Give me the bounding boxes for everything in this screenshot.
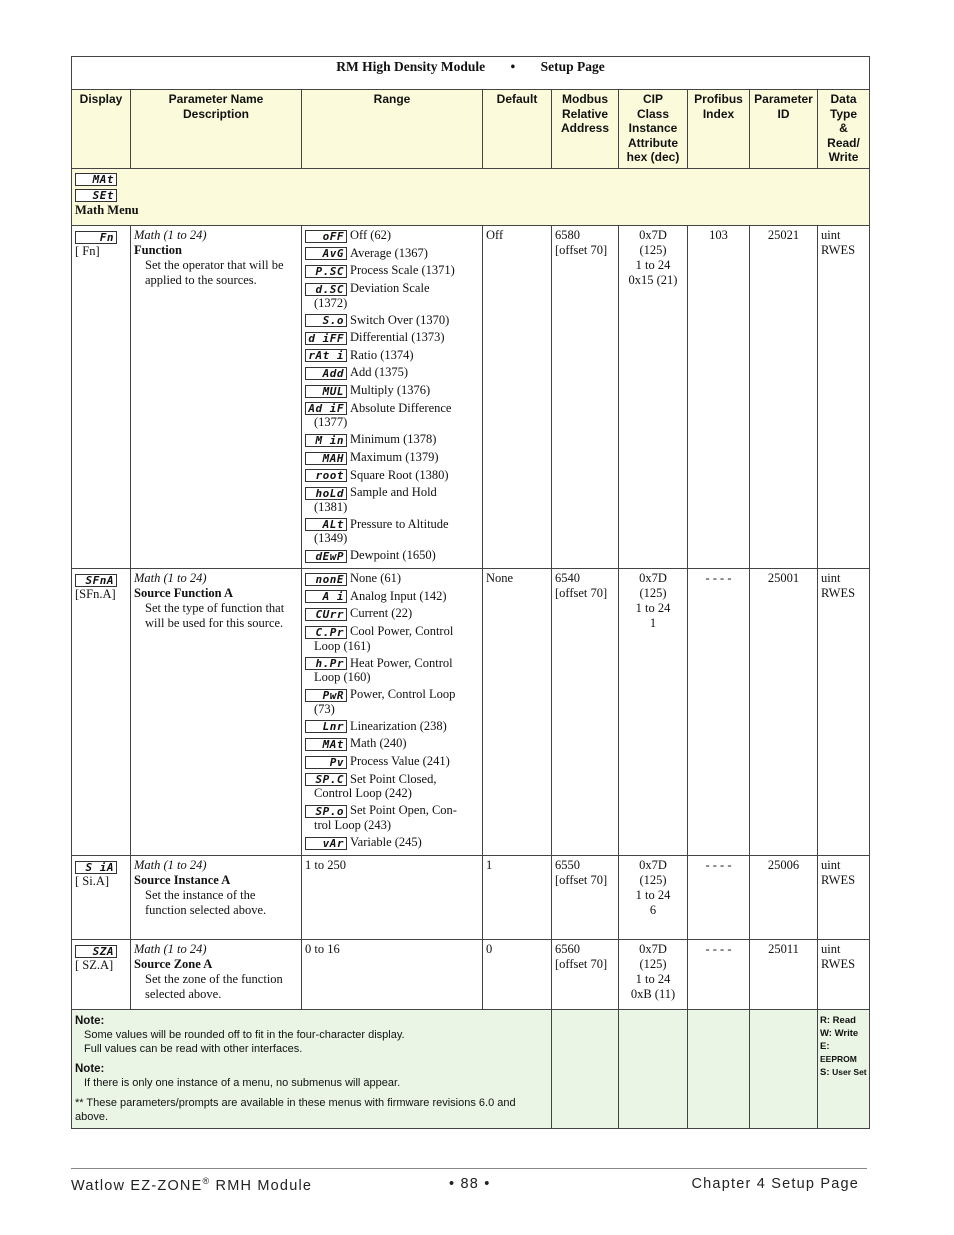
note-1-line-1: Some values will be rounded off to fit in the four-character display. xyxy=(84,1029,405,1041)
cip-attribute: 1 xyxy=(649,616,657,630)
range-option-text: Set Point Open, Con- xyxy=(350,803,457,818)
display-code: SFnA xyxy=(75,574,117,587)
range-option xyxy=(305,656,479,685)
range-option-text: Dewpoint (1650) xyxy=(350,548,436,563)
range-option-code: rAt i xyxy=(305,349,347,362)
range-option-text: Heat Power, Control xyxy=(350,655,453,670)
rw-legend: R: Read W: Write E: EEPROM S: User Set xyxy=(818,1010,870,1129)
title-bullet: • xyxy=(510,59,516,74)
parameter-context: Math (1 to 24) xyxy=(134,571,207,585)
range-option-text: Analog Input (142) xyxy=(350,588,447,603)
range-text: 1 to 250 xyxy=(305,858,346,872)
cip-class-dec: (125) xyxy=(639,873,667,887)
range-cell xyxy=(302,226,483,569)
range-option-text: Process Value (241) xyxy=(350,754,450,768)
note-3: ** These parameters/prompts are available in these menus with firmware revisions 6.0 and above. xyxy=(75,1097,516,1123)
range-option-text: Variable (245) xyxy=(350,834,422,849)
range-option-code: hoLd xyxy=(305,487,347,500)
range-option xyxy=(305,624,479,653)
parameter-id: 25006 xyxy=(767,858,800,872)
display-code: S iA xyxy=(75,861,117,874)
cip-instance: 1 to 24 xyxy=(635,972,671,986)
parameter-context: Math (1 to 24) xyxy=(134,858,207,872)
note-1-line-2: Full values can be read with other interfaces. xyxy=(84,1043,303,1055)
col-cip: CIP Class Instance Attribute hex (dec) xyxy=(619,90,688,169)
range-option xyxy=(305,548,479,563)
notes-empty-profibus xyxy=(688,1010,750,1129)
range-option-code: Pv xyxy=(305,756,347,769)
range-option xyxy=(305,719,479,734)
range-option-text: Differential (1373) xyxy=(350,330,445,345)
cip-instance: 1 to 24 xyxy=(635,258,671,272)
range-option-code: root xyxy=(305,469,347,482)
range-option-code: nonE xyxy=(305,573,347,586)
parameter-name: Source Instance A xyxy=(134,873,231,887)
range-option-text: Off (62) xyxy=(350,228,392,242)
default-cell xyxy=(483,226,552,569)
notes-row xyxy=(72,1010,870,1129)
display-short-name: [ SZ.A] xyxy=(75,958,114,972)
range-option-text-cont: Loop (160) xyxy=(314,670,371,685)
range-option-text: Pressure to Altitude xyxy=(350,516,449,531)
range-option xyxy=(305,228,479,243)
range-option-text: Absolute Difference xyxy=(350,400,452,415)
range-option xyxy=(305,736,479,751)
range-option-text: Average (1367) xyxy=(350,245,428,260)
range-option-text-cont: (1381) xyxy=(314,499,348,514)
range-option-code: CUrr xyxy=(305,608,347,621)
note-1-heading: Note: xyxy=(75,1015,105,1027)
column-header-row xyxy=(72,90,870,169)
modbus-offset: [offset 70] xyxy=(555,957,608,971)
modbus-address: 6550 xyxy=(555,858,580,872)
default-cell xyxy=(483,856,552,940)
data-type-cell xyxy=(818,940,870,1010)
range-option-text: Process Scale (1371) xyxy=(350,263,455,278)
display-code: Fn xyxy=(75,231,117,244)
parameter-rows xyxy=(72,226,870,1010)
range-option-text: Minimum (1378) xyxy=(350,432,437,447)
menu-display-code: MAt xyxy=(75,173,117,186)
range-text: 0 to 16 xyxy=(305,942,340,956)
range-option-text: Cool Power, Control xyxy=(350,623,454,638)
range-option xyxy=(305,313,479,328)
profibus-index: 103 xyxy=(709,228,728,242)
col-range: Range xyxy=(302,90,483,169)
range-option-text: None (61) xyxy=(350,571,402,585)
footer-page-number: • 88 • xyxy=(449,1176,491,1192)
range-option-code: oFF xyxy=(305,230,347,243)
range-option xyxy=(305,263,479,278)
parameter-name: Source Zone A xyxy=(134,957,213,971)
col-default: Default xyxy=(483,90,552,169)
range-option-code: Ad iF xyxy=(305,402,347,415)
default-value: 1 xyxy=(486,858,493,872)
range-option xyxy=(305,348,479,363)
page-footer xyxy=(71,1176,859,1196)
range-option-text: Set Point Closed, xyxy=(350,771,437,786)
col-data-type: Data Type & Read/ Write xyxy=(818,90,870,169)
display-code: SZA xyxy=(75,945,117,958)
menu-set-code: SEt xyxy=(75,189,117,202)
parameter-name: Function xyxy=(134,243,182,257)
display-short-name: [ Fn] xyxy=(75,244,100,258)
range-option xyxy=(305,281,479,310)
range-option-text: Power, Control Loop xyxy=(350,687,456,702)
setup-page-table xyxy=(71,56,870,1129)
cip-attribute: 0xB (11) xyxy=(630,987,676,1001)
cip-instance: 1 to 24 xyxy=(635,601,671,615)
note-2-heading: Note: xyxy=(75,1063,105,1075)
range-option-code: d iFF xyxy=(305,332,347,345)
data-type: uint xyxy=(821,942,841,956)
display-cell xyxy=(72,940,131,1010)
module-name: RM High Density Module xyxy=(336,59,486,74)
display-short-name: [ Si.A] xyxy=(75,874,110,888)
page-name: Setup Page xyxy=(540,59,605,74)
range-option-text: Multiply (1376) xyxy=(350,383,431,397)
read-write: RWES xyxy=(821,586,856,600)
parameter-id-cell xyxy=(750,226,818,569)
data-type: uint xyxy=(821,571,841,585)
modbus-cell xyxy=(552,226,619,569)
range-option-text-cont: Control Loop (242) xyxy=(314,786,412,801)
parameter-id: 25001 xyxy=(767,571,800,585)
read-write: RWES xyxy=(821,873,856,887)
parameter-description: Set the operator that will be applied to the sources. xyxy=(145,258,284,287)
range-option-code: M in xyxy=(305,434,347,447)
range-option-code: A i xyxy=(305,590,347,603)
range-option-code: PwR xyxy=(305,689,347,702)
range-option xyxy=(305,383,479,398)
range-option xyxy=(305,571,479,586)
profibus-cell xyxy=(688,569,750,856)
parameter-id-cell xyxy=(750,569,818,856)
col-profibus: Profibus Index xyxy=(688,90,750,169)
range-option-code: P.SC xyxy=(305,265,347,278)
range-option-text: Math (240) xyxy=(350,736,407,751)
cip-instance: 1 to 24 xyxy=(635,888,671,902)
range-option xyxy=(305,517,479,546)
display-short-name: [SFn.A] xyxy=(75,587,116,601)
table-row xyxy=(72,856,870,940)
modbus-address: 6560 xyxy=(555,942,580,956)
range-option-text-cont: Loop (161) xyxy=(314,638,371,653)
range-option-code: Lnr xyxy=(305,720,347,733)
cip-cell xyxy=(619,856,688,940)
range-option-text: Ratio (1374) xyxy=(350,347,414,362)
range-option-text-cont: (1349) xyxy=(314,531,348,546)
parameter-name: Source Function A xyxy=(134,586,234,600)
range-option xyxy=(305,803,479,832)
math-menu-cell xyxy=(72,169,870,226)
table-row xyxy=(72,569,870,856)
range-cell xyxy=(302,569,483,856)
modbus-address: 6580 xyxy=(555,228,580,242)
data-type-cell xyxy=(818,856,870,940)
range-option xyxy=(305,835,479,850)
table-title-row xyxy=(72,57,870,90)
range-option-text: Switch Over (1370) xyxy=(350,312,450,327)
parameter-description: Set the type of function that will be used for this source. xyxy=(145,601,285,630)
range-option-code: S.o xyxy=(305,314,347,327)
cip-class-dec: (125) xyxy=(639,586,667,600)
cip-class: 0x7D xyxy=(639,571,667,585)
range-option xyxy=(305,754,479,769)
math-menu-label: Math Menu xyxy=(75,203,139,217)
notes-empty-modbus xyxy=(552,1010,619,1129)
parameter-cell xyxy=(131,940,302,1010)
range-option-text: Linearization (238) xyxy=(350,718,447,733)
range-option-code: ALt xyxy=(305,518,347,531)
modbus-offset: [offset 70] xyxy=(555,873,608,887)
range-option-text: Square Root (1380) xyxy=(350,467,449,482)
range-option-text-cont: trol Loop (243) xyxy=(314,817,392,832)
range-option-text-cont: (73) xyxy=(314,701,335,716)
display-cell xyxy=(72,569,131,856)
parameter-id-cell xyxy=(750,940,818,1010)
read-write: RWES xyxy=(821,957,856,971)
parameter-context: Math (1 to 24) xyxy=(134,942,207,956)
default-cell xyxy=(483,569,552,856)
note-2-line-1: If there is only one instance of a menu, no submenus will appear. xyxy=(84,1077,401,1089)
modbus-offset: [offset 70] xyxy=(555,243,608,257)
range-option xyxy=(305,468,479,483)
range-option xyxy=(305,330,479,345)
profibus-cell xyxy=(688,856,750,940)
parameter-id-cell xyxy=(750,856,818,940)
parameter-cell xyxy=(131,856,302,940)
profibus-index: - - - - xyxy=(705,571,732,585)
range-option-text-cont: (1377) xyxy=(314,415,348,430)
range-option-code: vAr xyxy=(305,837,347,850)
profibus-cell xyxy=(688,226,750,569)
footer-rule xyxy=(71,1168,867,1169)
col-parameter-id: Parameter ID xyxy=(750,90,818,169)
data-type-cell xyxy=(818,226,870,569)
cip-attribute: 6 xyxy=(649,903,657,917)
profibus-index: - - - - xyxy=(705,858,732,872)
cip-cell xyxy=(619,569,688,856)
range-option xyxy=(305,432,479,447)
cip-cell xyxy=(619,226,688,569)
math-menu-row xyxy=(72,169,870,226)
range-option-code: MAt xyxy=(305,738,347,751)
range-option-code: SP.C xyxy=(305,773,347,786)
parameter-id: 25021 xyxy=(767,228,800,242)
footer-product: Watlow EZ-ZONE® RMH Module xyxy=(71,1176,313,1194)
range-option-code: MAH xyxy=(305,452,347,465)
range-option xyxy=(305,365,479,380)
profibus-index: - - - - xyxy=(705,942,732,956)
profibus-cell xyxy=(688,940,750,1010)
parameter-description: Set the zone of the function selected above. xyxy=(145,972,283,1001)
modbus-cell xyxy=(552,569,619,856)
modbus-cell xyxy=(552,856,619,940)
range-option xyxy=(305,246,479,261)
col-modbus: Modbus Relative Address xyxy=(552,90,619,169)
parameter-context: Math (1 to 24) xyxy=(134,228,207,242)
parameter-cell xyxy=(131,226,302,569)
range-option-text: Current (22) xyxy=(350,606,413,621)
cip-class: 0x7D xyxy=(639,942,667,956)
notes-empty-cip xyxy=(619,1010,688,1129)
default-value: None xyxy=(486,571,514,585)
display-cell xyxy=(72,226,131,569)
table-row xyxy=(72,940,870,1010)
range-option-code: d.SC xyxy=(305,283,347,296)
cip-cell xyxy=(619,940,688,1010)
range-option-code: AvG xyxy=(305,247,347,260)
range-option-text-cont: (1372) xyxy=(314,295,348,310)
notes-empty-paramid xyxy=(750,1010,818,1129)
default-value: 0 xyxy=(486,942,493,956)
range-option xyxy=(305,589,479,604)
range-option xyxy=(305,485,479,514)
range-option-code: Add xyxy=(305,367,347,380)
col-display: Display xyxy=(72,90,131,169)
default-cell xyxy=(483,940,552,1010)
range-option xyxy=(305,450,479,465)
range-cell xyxy=(302,940,483,1010)
display-cell xyxy=(72,856,131,940)
table-title xyxy=(72,57,870,90)
range-option-code: SP.o xyxy=(305,805,347,818)
col-parameter-name: Parameter Name Description xyxy=(131,90,302,169)
data-type: uint xyxy=(821,228,841,242)
cip-class-dec: (125) xyxy=(639,957,667,971)
range-option-code: h.Pr xyxy=(305,657,347,670)
notes-cell xyxy=(72,1010,552,1129)
range-cell xyxy=(302,856,483,940)
footer-chapter: Chapter 4 Setup Page xyxy=(691,1176,859,1192)
table-row xyxy=(72,226,870,569)
modbus-offset: [offset 70] xyxy=(555,586,608,600)
cip-class: 0x7D xyxy=(639,228,667,242)
data-type: uint xyxy=(821,858,841,872)
modbus-cell xyxy=(552,940,619,1010)
range-option xyxy=(305,772,479,801)
data-type-cell xyxy=(818,569,870,856)
range-option xyxy=(305,606,479,621)
range-option-text: Deviation Scale xyxy=(350,280,430,295)
range-option-text: Maximum (1379) xyxy=(350,449,439,464)
range-option-code: C.Pr xyxy=(305,626,347,639)
modbus-address: 6540 xyxy=(555,571,580,585)
parameter-cell xyxy=(131,569,302,856)
cip-class: 0x7D xyxy=(639,858,667,872)
read-write: RWES xyxy=(821,243,856,257)
range-option-text: Add (1375) xyxy=(350,365,408,380)
range-option xyxy=(305,687,479,716)
cip-attribute: 0x15 (21) xyxy=(628,273,678,287)
range-option-code: MUL xyxy=(305,385,347,398)
range-option-code: dEwP xyxy=(305,550,347,563)
parameter-description: Set the instance of the function selected above. xyxy=(145,888,267,917)
cip-class-dec: (125) xyxy=(639,243,667,257)
default-value: Off xyxy=(486,228,504,242)
parameter-id: 25011 xyxy=(768,942,799,956)
range-option-text: Sample and Hold xyxy=(350,485,437,500)
range-option xyxy=(305,401,479,430)
